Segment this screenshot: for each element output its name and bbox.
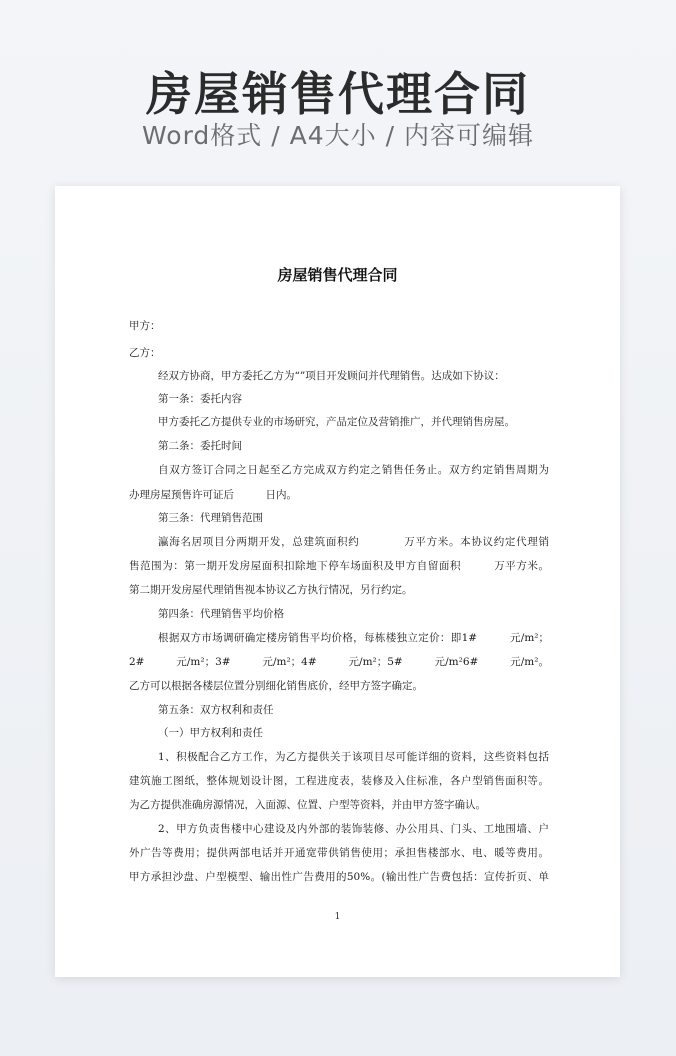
article-1-heading: 第一条：委托内容	[158, 393, 242, 405]
article-2-body-line-2: 办理房屋预售许可证后 日内。	[129, 489, 297, 501]
article-2-heading: 第二条：委托时间	[158, 440, 242, 452]
article-3-body-line-1: 瀛海名居项目分两期开发，总建筑面积约 万平方米。本协议约定代理销	[158, 536, 549, 548]
clause-1-line-3: 为乙方提供准确房源情况，入面源、位置、户型等资料，并由甲方签字确认。	[129, 799, 486, 811]
page-number: 1	[334, 912, 341, 922]
document-title: 房屋销售代理合同	[277, 266, 398, 284]
preamble-line: 经双方协商，甲方委托乙方为“”项目开发顾问并代理销售。达成如下协议：	[158, 370, 505, 382]
article-3-body-line-2: 售范围为：第一期开发房屋面积扣除地下停车场面积及甲方自留面积 万平方米。	[129, 560, 549, 572]
article-3-heading: 第三条：代理销售范围	[158, 512, 263, 524]
clause-2-line-1: 2、甲方负责售楼中心建设及内外部的装饰装修、办公用具、门头、工地围墙、户	[158, 823, 549, 835]
article-1-body: 甲方委托乙方提供专业的市场研究，产品定位及营销推广，并代理销售房屋。	[158, 416, 515, 428]
article-4-body-line-1: 根据双方市场调研确定楼房销售平均价格，每栋楼独立定价：即1# 元/m²；	[158, 632, 549, 644]
party-b-line: 乙方：	[129, 347, 161, 359]
clause-1-line-2: 建筑施工图纸，整体规划设计图，工程进度表，装修及入住标准，各户型销售面积等。	[129, 775, 549, 787]
article-2-body-line-1: 自双方签订合同之日起至乙方完成双方约定之销售任务止。双方约定销售周期为	[158, 464, 549, 476]
section-party-a-heading: （一）甲方权利和责任	[158, 727, 263, 739]
article-4-body-line-3: 乙方可以根据各楼层位置分别细化销售底价，经甲方签字确定。	[129, 680, 423, 692]
article-4-body-line-2: 2# 元/m²；3# 元/m²；4# 元/m²；5# 元/m²6# 元/m²。	[129, 656, 549, 668]
document-page	[55, 186, 620, 977]
clause-2-line-3: 甲方承担沙盘、户型模型、输出性广告费用的50%。(输出性广告费包括：宣传折页、单	[129, 871, 549, 883]
banner-title: 房屋销售代理合同	[146, 67, 530, 121]
article-4-heading: 第四条：代理销售平均价格	[158, 608, 284, 620]
party-a-line: 甲方：	[129, 320, 161, 332]
article-5-heading: 第五条：双方权利和责任	[158, 704, 274, 716]
banner-subtitle: Word格式 / A4大小 / 内容可编辑	[142, 121, 534, 150]
clause-1-line-1: 1、积极配合乙方工作，为乙方提供关于该项目尽可能详细的资料，这些资料包括	[158, 751, 549, 763]
article-3-body-line-3: 第二期开发房屋代理销售视本协议乙方执行情况，另行约定。	[129, 584, 413, 596]
clause-2-line-2: 外广告等费用；提供两部电话并开通宽带供销售使用；承担售楼部水、电、暖等费用。	[129, 847, 549, 859]
